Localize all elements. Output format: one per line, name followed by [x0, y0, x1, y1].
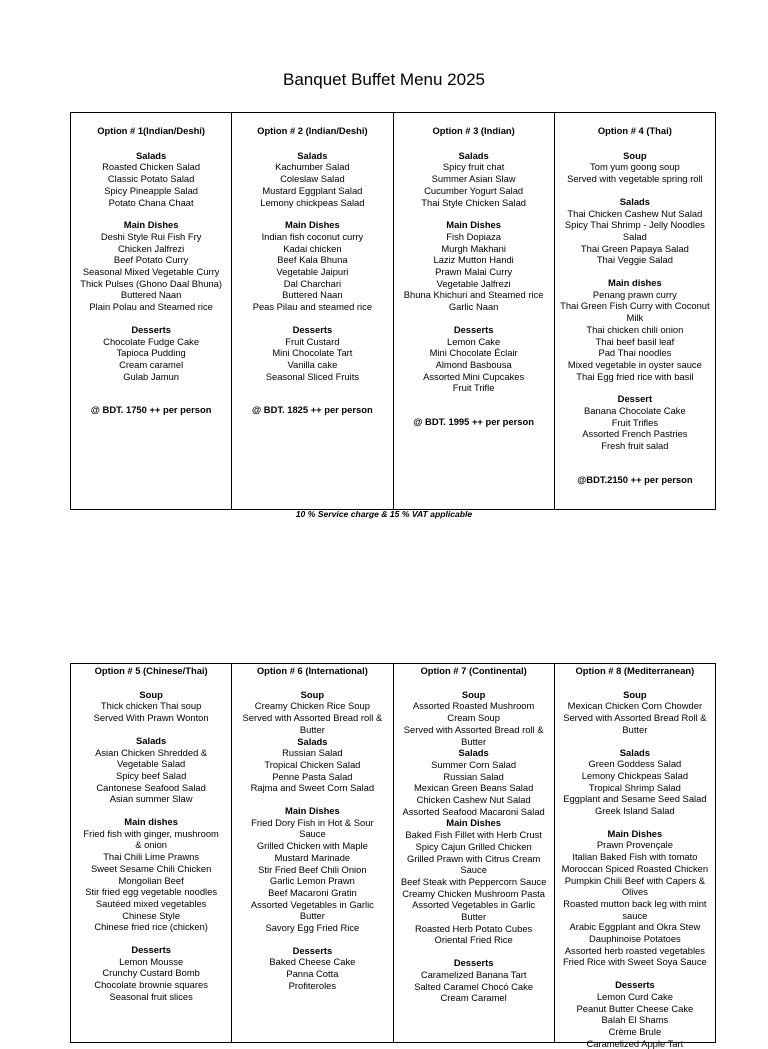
section-title: Desserts	[453, 957, 494, 969]
option-header: Option # 3 (Indian)	[432, 125, 515, 136]
menu-item: Chicken Cashew Nut Salad	[416, 794, 531, 806]
menu-option-column	[393, 113, 554, 509]
menu-item: Arabic Eggplant and Okra Stew	[569, 921, 701, 933]
menu-item: Beef Steak with Peppercorn Sauce	[400, 875, 547, 887]
menu-item: Mexican Green Beans Salad	[413, 782, 534, 794]
menu-item: & onion	[135, 839, 168, 851]
menu-item: Spicy fruit chat	[442, 161, 505, 173]
menu-item: Penne Pasta Salad	[272, 770, 353, 782]
menu-option-column	[71, 664, 231, 1042]
menu-option-column	[393, 664, 554, 1042]
section-gap	[234, 794, 390, 805]
option-header: Option # 4 (Thai)	[597, 125, 672, 136]
menu-item: Lemony Chickpeas Salad	[581, 769, 689, 781]
menu-item: Butter	[461, 911, 487, 923]
menu-item: Moroccan Spiced Roasted Chicken	[561, 862, 709, 874]
menu-item: Butter	[299, 910, 325, 922]
menu-item: Plain Polau and Steamed rice	[89, 301, 213, 313]
menu-item: Kadai chicken	[283, 242, 342, 254]
menu-item: Assorted herb roasted vegetables	[564, 944, 705, 956]
menu-item: Thai Style Chicken Salad	[421, 196, 526, 208]
menu-item: Cantonese Seafood Salad	[96, 781, 206, 793]
menu-item: Assorted Vegetables in Garlic	[412, 899, 536, 911]
menu-item: Gulab Jamun	[123, 370, 179, 382]
menu-item: Tropical Shrimp Salad	[588, 781, 681, 793]
menu-item: Prawn Provençale	[596, 839, 673, 851]
menu-item: Sauce	[460, 864, 487, 876]
menu-item: Deshi Style Rui Fish Fry	[100, 230, 202, 242]
price-per-person: @BDT.2150 ++ per person	[577, 473, 693, 485]
menu-item: Crème Brule	[608, 1025, 662, 1037]
menu-item: Russian Salad	[282, 747, 343, 759]
menu-item: Seasonal Mixed Vegetable Curry	[82, 266, 220, 278]
menu-item: Spicy Thai Shrimp - Jelly Noodles Salad	[564, 219, 705, 242]
menu-item: Thai chicken chili onion	[586, 323, 684, 335]
menu-item: Thai Egg fried rice with basil	[576, 370, 694, 382]
section-title: Desserts	[131, 944, 171, 956]
section-gap	[557, 382, 713, 393]
section-title: Desserts	[453, 323, 494, 335]
menu-item: Mini Chocolate Éclair	[429, 347, 518, 359]
section-gap	[73, 805, 229, 816]
menu-option-column	[71, 113, 231, 509]
menu-item: Butter	[299, 723, 325, 735]
menu-item: Fried fish with ginger, mushroom	[83, 827, 219, 839]
menu-option-column	[231, 664, 392, 1042]
menu-item: Mustard Eggplant Salad	[262, 184, 363, 196]
menu-item: Lemony chickpeas Salad	[260, 196, 365, 208]
menu-item: Italian Baked Fish with tomato	[572, 851, 698, 863]
section-title: Main Dishes	[285, 219, 340, 231]
menu-item: Fruit Custard	[285, 335, 340, 347]
menu-item: Sautéed mixed vegetables	[95, 897, 207, 909]
menu-item: Thai Chili Lime Prawns	[103, 851, 200, 863]
menu-item: Buttered Naan	[120, 289, 182, 301]
section-title: Main dishes	[608, 277, 662, 289]
menu-item: Mexican Chicken Corn Chowder	[567, 700, 703, 712]
menu-item: Thick chicken Thai soup	[100, 700, 202, 712]
section-title: Salads	[136, 734, 167, 746]
section-title: Soup	[139, 688, 163, 700]
top-menu-table	[70, 112, 716, 510]
menu-item: Fish Dopiaza	[446, 230, 501, 242]
menu-item: Laziz Mutton Handi	[433, 254, 514, 266]
menu-item: Beef Potato Curry	[113, 254, 189, 266]
menu-item: Kachumber Salad	[275, 161, 350, 173]
menu-item: Mustard Marinade	[274, 851, 351, 863]
section-gap	[557, 736, 713, 747]
menu-item: Grilled Prawn with Citrus Cream	[406, 852, 541, 864]
menu-item: Indian fish coconut curry	[261, 230, 364, 242]
menu-item: Served with Assorted Bread roll &	[242, 712, 383, 724]
menu-item: Vanilla cake	[287, 358, 338, 370]
menu-item: Chicken Jalfrezi	[118, 242, 185, 254]
menu-item: Chinese fried rice (chicken)	[94, 921, 208, 933]
section-gap	[557, 968, 713, 979]
section-title: Salads	[136, 149, 167, 161]
menu-item: Mongolian Beef	[118, 874, 184, 886]
section-title: Main Dishes	[285, 805, 340, 817]
menu-item: Fruit Trifles	[611, 416, 659, 428]
menu-item: Served With Prawn Wonton	[93, 712, 209, 724]
price-per-person: @ BDT. 1750 ++ per person	[90, 404, 212, 416]
section-gap	[557, 185, 713, 196]
menu-item: Creamy Chicken Rice Soup	[254, 700, 370, 712]
section-title: Desserts	[292, 323, 333, 335]
section-title: Main Dishes	[607, 827, 663, 839]
menu-item: Baked Fish Fillet with Herb Crust	[405, 829, 542, 841]
menu-item: Thai Chicken Cashew Nut Salad	[567, 207, 703, 219]
section-title: Salads	[458, 747, 489, 759]
menu-item: Cucumber Yogurt Salad	[424, 184, 524, 196]
menu-item: Murgh Makhani	[441, 242, 506, 254]
section-title: Salads	[297, 149, 328, 161]
menu-item: Thai Green Papaya Salad	[580, 242, 689, 254]
section-title: Desserts	[131, 323, 171, 335]
option-header: Option # 5 (Chinese/Thai)	[94, 665, 208, 676]
menu-item: Cream caramel	[119, 358, 184, 370]
menu-option-column	[231, 113, 392, 509]
menu-item: Lemon Curd Cake	[596, 990, 673, 1002]
menu-item: Tapioca Pudding	[116, 347, 186, 359]
section-title: Salads	[297, 735, 328, 747]
bottom-menu-table	[70, 663, 716, 1049]
menu-item: Served with Assorted Bread Roll &	[563, 712, 707, 724]
menu-item: Sweet Sesame Chili Chicken	[90, 862, 212, 874]
menu-item: Cream Caramel	[440, 992, 507, 1004]
menu-item: Balah El Shams	[601, 1014, 669, 1026]
section-title: Soup	[461, 688, 486, 700]
menu-item: Crunchy Custard Bomb	[102, 967, 200, 979]
menu-item: Oriental Fried Rice	[434, 934, 513, 946]
section-title: Main Dishes	[123, 219, 179, 231]
menu-item: Coleslaw Salad	[280, 173, 345, 185]
section-title: Dessert	[617, 393, 653, 405]
menu-item: Buttered Naan	[282, 289, 343, 301]
section-gap	[557, 266, 713, 277]
menu-item: Thai Veggie Salad	[596, 254, 673, 266]
menu-item: Mini Chocolate Tart	[272, 347, 353, 359]
menu-item: Butter	[622, 723, 648, 735]
menu-item: Mixed vegetable in oyster sauce	[567, 358, 702, 370]
menu-item: Classic Potato Salad	[107, 173, 195, 185]
menu-item: Served with Assorted Bread roll &	[403, 723, 544, 735]
menu-item: Stir fried egg vegetable noodles	[85, 886, 218, 898]
menu-item: Salted Caramel Chocó Cake	[414, 980, 534, 992]
menu-item: Assorted Vegetables in Garlic	[250, 898, 374, 910]
section-gap	[73, 208, 229, 219]
menu-item: Roasted Chicken Salad	[102, 161, 201, 173]
menu-option-column	[554, 664, 715, 1049]
section-title: Soup	[623, 149, 647, 161]
menu-item: Tom yum goong soup	[590, 161, 680, 173]
section-title: Salads	[619, 746, 650, 758]
menu-item: Asian Chicken Shredded &	[95, 746, 208, 758]
menu-item: Fried Dory Fish in Hot & Sour	[251, 816, 374, 828]
section-title: Desserts	[292, 944, 333, 956]
menu-item: Asian summer Slaw	[109, 793, 193, 805]
menu-item: Peanut Butter Cheese Cake	[576, 1002, 694, 1014]
menu-item: Creamy Chicken Mushroom Pasta	[402, 887, 545, 899]
section-gap	[73, 933, 229, 944]
menu-item: Green Goddess Salad	[588, 758, 682, 770]
section-gap	[234, 313, 390, 324]
menu-item: Garlic Lemon Prawn	[269, 875, 355, 887]
section-gap	[73, 724, 229, 735]
section-title: Desserts	[615, 979, 655, 991]
menu-item: Pumpkin Chili Beef with Capers & Olives	[564, 874, 705, 898]
menu-item: Fresh fruit salad	[601, 440, 669, 452]
menu-item: Chocolate Fudge Cake	[103, 335, 200, 347]
menu-item: Seasonal fruit slices	[109, 990, 193, 1002]
menu-item: Thai beef basil leaf	[595, 335, 675, 347]
menu-item: Potato Chana Chaat	[108, 196, 194, 208]
menu-item: Assorted Mini Cupcakes	[423, 370, 525, 382]
menu-item: Eggplant and Sesame Seed Salad	[563, 793, 707, 805]
menu-item: Dal Charchari	[283, 277, 342, 289]
menu-item: Fried Rice with Sweet Soya Sauce	[562, 956, 707, 968]
service-charge-note: 10 % Service charge & 15 % VAT applicable	[295, 509, 473, 519]
option-header: Option # 1(Indian/Deshi)	[97, 125, 206, 136]
menu-item: Beef Kala Bhuna	[277, 254, 348, 266]
menu-item: Lemon Mousse	[119, 955, 184, 967]
menu-option-column	[554, 113, 715, 509]
section-title: Main dishes	[124, 816, 178, 828]
section-title: Soup	[300, 688, 325, 700]
menu-item: Vegetable Jaipuri	[276, 266, 349, 278]
menu-item: Cream Soup	[447, 712, 500, 724]
menu-item: Spicy beef Salad	[115, 769, 187, 781]
menu-item: Summer Asian Slaw	[431, 173, 516, 185]
menu-item: Greek Island Salad	[595, 805, 675, 817]
menu-item: Penang prawn curry	[592, 288, 677, 300]
menu-item: Vegetable Salad	[116, 758, 186, 770]
section-gap	[234, 934, 390, 945]
menu-item: Caramelized Apple Tart	[586, 1037, 684, 1049]
menu-item: Assorted Seafood Macaroni Salad	[402, 805, 545, 817]
menu-item: Butter	[461, 735, 487, 747]
menu-item: Thick Pulses (Ghono Daal Bhuna)	[80, 277, 222, 289]
section-gap	[396, 946, 552, 957]
menu-item: Baked Cheese Cake	[269, 956, 356, 968]
menu-item: Savory Egg Fried Rice	[265, 922, 360, 934]
menu-item: Spicy Pineapple Salad	[104, 184, 199, 196]
section-title: Main Dishes	[446, 817, 501, 829]
menu-item: Russian Salad	[443, 770, 504, 782]
menu-item: Prawn Malai Curry	[435, 266, 513, 278]
option-header: Option # 6 (International)	[256, 665, 368, 676]
menu-item: Beef Macaroni Gratin	[268, 886, 357, 898]
section-gap	[396, 208, 552, 219]
menu-item: Dauphinoise Potatoes	[589, 933, 681, 945]
menu-item: Profiteroles	[288, 979, 337, 991]
section-gap	[396, 313, 552, 324]
section-gap	[73, 313, 229, 324]
menu-item: Summer Corn Salad	[431, 758, 517, 770]
option-header: Option # 8 (Mediterranean)	[575, 665, 695, 676]
menu-item: Bhuna Khichuri and Steamed rice	[403, 289, 544, 301]
menu-item: Fruit Trifle	[452, 382, 495, 394]
menu-item: Caramelized Banana Tart	[420, 968, 527, 980]
menu-item: Vegetable Jalfrezi	[436, 277, 511, 289]
page-title: Banquet Buffet Menu 2025	[283, 70, 485, 89]
price-per-person: @ BDT. 1825 ++ per person	[252, 404, 373, 416]
menu-item: Roasted Herb Potato Cubes	[414, 922, 533, 934]
menu-item: Panna Cotta	[286, 968, 339, 980]
menu-item: Chocolate brownie squares	[94, 979, 208, 991]
menu-item: Garlic Naan	[448, 301, 499, 313]
section-title: Salads	[458, 149, 489, 161]
menu-item: Assorted Roasted Mushroom	[412, 700, 535, 712]
menu-item: Stir Fried Beef Chili Onion	[258, 863, 367, 875]
menu-item: Peas Pilau and steamed rice	[252, 301, 373, 313]
menu-item: Banana Chocolate Cake	[584, 405, 686, 417]
section-gap	[234, 208, 390, 219]
menu-item: Thai Green Fish Curry with Coconut Milk	[560, 300, 710, 324]
menu-item: Roasted mutton back leg with mint sauce	[563, 897, 707, 921]
section-title: Soup	[623, 688, 647, 700]
menu-item: Rajma and Sweet Corn Salad	[250, 782, 375, 794]
option-header: Option # 7 (Continental)	[420, 665, 527, 676]
menu-item: Chinese Style	[122, 909, 181, 921]
menu-item: Spicy Cajun Grilled Chicken	[415, 840, 532, 852]
menu-item: Seasonal Sliced Fruits	[265, 370, 360, 382]
section-title: Salads	[619, 195, 650, 207]
menu-item: Lemon Cake	[447, 335, 501, 347]
menu-item: Tropical Chicken Salad	[264, 758, 361, 770]
menu-item: Served with vegetable spring roll	[567, 173, 703, 185]
menu-item: Grilled Chicken with Maple	[256, 840, 368, 852]
section-gap	[557, 817, 713, 828]
menu-item: Pad Thai noodles	[598, 347, 672, 359]
menu-item: Assorted French Pastries	[582, 428, 688, 440]
section-title: Main Dishes	[446, 219, 501, 231]
menu-item: Almond Basbousa	[435, 358, 512, 370]
option-header: Option # 2 (Indian/Deshi)	[257, 125, 368, 136]
menu-item: Sauce	[299, 828, 326, 840]
price-per-person: @ BDT. 1995 ++ per person	[413, 416, 534, 428]
